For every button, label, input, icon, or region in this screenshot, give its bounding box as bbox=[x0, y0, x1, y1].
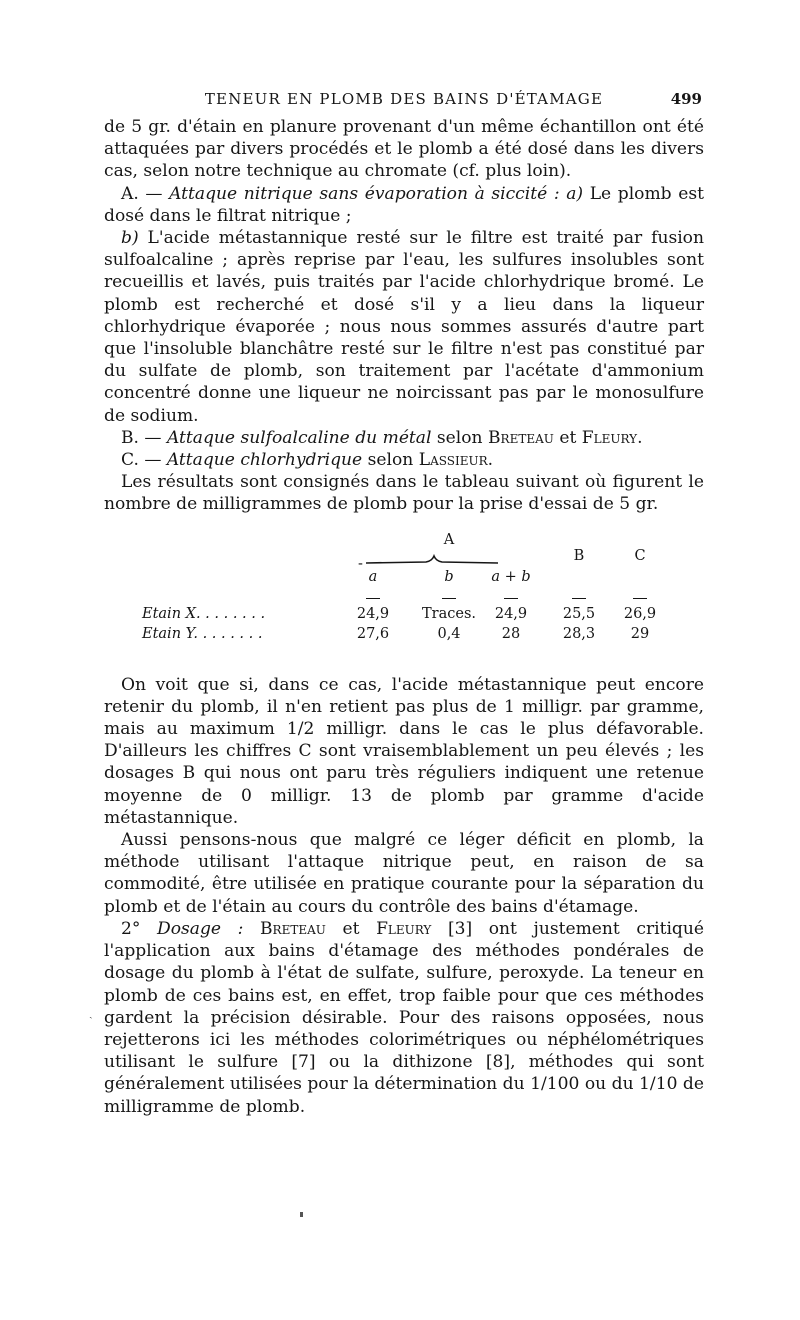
author-breteau-2: Breteau bbox=[259, 918, 326, 939]
table-row-label: Etain Y. . . . . . . . bbox=[142, 625, 263, 642]
table-brace-tick: - bbox=[358, 555, 363, 572]
paragraph-method-c bbox=[104, 449, 704, 471]
results-table bbox=[104, 532, 704, 652]
paragraph-method-a-b bbox=[104, 227, 704, 427]
table-col-c-header: C bbox=[634, 547, 646, 564]
dosage-and: et bbox=[325, 918, 377, 939]
table-dash-col-b bbox=[572, 598, 586, 599]
method-c-label: C. — bbox=[121, 450, 167, 471]
method-c-title: Attaque chlorhydrique bbox=[166, 450, 363, 471]
paragraph-intro: de 5 gr. d'étain en planure provenant d'un même échantillon ont été attaquées par divers procédés et le plomb a été dosé dans les divers cas, selon notre technique au chromate (cf. plus loin). bbox=[104, 117, 704, 182]
table-dash-col-c bbox=[633, 598, 647, 599]
method-b-label: B. — bbox=[121, 427, 167, 448]
method-a-sub-a: a) bbox=[559, 183, 584, 204]
table-cell: 28 bbox=[501, 625, 521, 642]
method-b-end: . bbox=[637, 427, 643, 448]
author-fleury: Fleury bbox=[581, 427, 638, 448]
table-col-b-lower-header: b bbox=[444, 568, 454, 585]
method-a-label: A. — bbox=[121, 183, 170, 204]
method-b-and: et bbox=[553, 427, 582, 448]
method-b-mid: selon bbox=[431, 427, 488, 448]
paragraph-conclusion: Aussi pensons-nous que malgré ce léger déficit en plomb, la méthode utilisant l'attaque nitrique peut, en raison de sa commodité, être utilisée en pratique courante pour la séparation du plomb et de l'étain au cours du contrôle des bains d'étamage. bbox=[104, 830, 704, 917]
reference-7: [7] bbox=[291, 1052, 316, 1073]
paragraph-method-b bbox=[104, 427, 704, 449]
reference-8: [8] bbox=[485, 1052, 511, 1073]
paragraph-results-intro: Les résultats sont consignés dans le tableau suivant où figurent le nombre de milligrammes de plomb pour la prise d'essai de 5 gr. bbox=[104, 472, 704, 515]
table-col-a-header: a bbox=[368, 568, 378, 585]
author-lassieur: Lassieur bbox=[418, 450, 488, 471]
paragraph-dosage bbox=[104, 918, 704, 1118]
table-cell: 26,9 bbox=[623, 605, 657, 622]
table-cell: 29 bbox=[630, 625, 650, 642]
table-row-label: Etain X. . . . . . . . bbox=[142, 605, 266, 622]
table-cell: 24,9 bbox=[494, 605, 528, 622]
page-number: 499 bbox=[670, 90, 702, 108]
stray-ink-mark bbox=[300, 1212, 303, 1217]
table-dash-a bbox=[366, 598, 380, 599]
table-cell: 0,4 bbox=[437, 625, 461, 642]
table-group-header-a: A bbox=[443, 531, 455, 548]
table-cell: Traces. bbox=[422, 605, 476, 622]
dosage-text-2: ou la dithizone bbox=[315, 1052, 486, 1073]
dosage-title: Dosage : bbox=[157, 918, 244, 939]
table-cell: 27,6 bbox=[356, 625, 390, 642]
page-header bbox=[104, 90, 704, 116]
table-cell: 24,9 bbox=[356, 605, 390, 622]
dosage-space bbox=[243, 919, 260, 939]
paragraph-method-a bbox=[104, 183, 704, 227]
method-a-sub-b: b) bbox=[121, 228, 139, 249]
method-c-mid: selon bbox=[362, 450, 419, 471]
table-col-b-header: B bbox=[573, 547, 585, 564]
method-b-title: Attaque sulfoalcaline du métal bbox=[166, 427, 432, 448]
dosage-text-3: , méthodes qui sont généralement utilisées pour la détermination du 1/100 ou du 1/10 de milligramme de plomb. bbox=[104, 1052, 704, 1117]
method-c-end: . bbox=[487, 450, 494, 471]
author-breteau: Breteau bbox=[488, 427, 554, 448]
margin-tick: ˏ bbox=[89, 1006, 93, 1019]
dosage-lead: 2° bbox=[121, 918, 158, 939]
method-a-title: Attaque nitrique sans évaporation à siccité : bbox=[169, 183, 560, 204]
table-cell: 25,5 bbox=[562, 605, 596, 622]
table-cell: 28,3 bbox=[562, 625, 596, 642]
paragraph-discussion: On voit que si, dans ce cas, l'acide métastannique peut encore retenir du plomb, il n'en retient pas plus de 1 milligr. par gramme, mais au maximum 1/2 milligr. dans le cas le plus défavorable. D'ailleurs les chiffres C sont vraisemblablement un peu élevés ; les dosages B qui nous ont paru très réguliers indiquent une retenue moyenne de 0 milligr. 13 de plomb par gramme d'acide métastannique. bbox=[104, 674, 704, 828]
table-col-ab-header: a + b bbox=[491, 568, 531, 585]
dosage-text-1: ont justement critiqué l'application aux bains d'étamage des méthodes pondérales de dosage du plomb à l'état de sulfate, sulfure, peroxyde. La teneur en plomb de ces bains est, en effet, trop faible pour que ces méthodes gardent la précision désirable. Pour des raisons opposées, nous rejetterons ici les méthodes colorimétriques ou néphélométriques utilisant le sulfure bbox=[104, 918, 704, 1073]
running-title: TENEUR EN PLOMB DES BAINS D'ÉTAMAGE bbox=[204, 90, 604, 108]
reference-3: [3] bbox=[431, 918, 473, 939]
page bbox=[104, 90, 704, 1118]
table-dash-b bbox=[442, 598, 456, 599]
author-fleury-2: Fleury bbox=[376, 918, 432, 939]
method-a-text: Le plomb est dosé dans le filtrat nitrique ; bbox=[104, 183, 704, 226]
method-a-b-text: L'acide métastannique resté sur le filtre est traité par fusion sulfoalcaline ; après reprise par l'eau, les sulfures insolubles sont recueillis et lavés, puis traités par l'acide chlorhydrique bromé. Le plomb est recherché et dosé s'il y a lieu dans la liqueur chlorhydrique évaporée ; nous nous sommes assurés d'autre part que l'insoluble blanchâtre resté sur le filtre n'est pas constitué par du sulfate de plomb, son traitement par l'acétate d'ammonium concentré donne une liqueur ne noircissant pas par le monosulfure de sodium. bbox=[104, 228, 704, 426]
table-group-brace bbox=[366, 552, 498, 566]
table-dash-ab bbox=[504, 598, 518, 599]
